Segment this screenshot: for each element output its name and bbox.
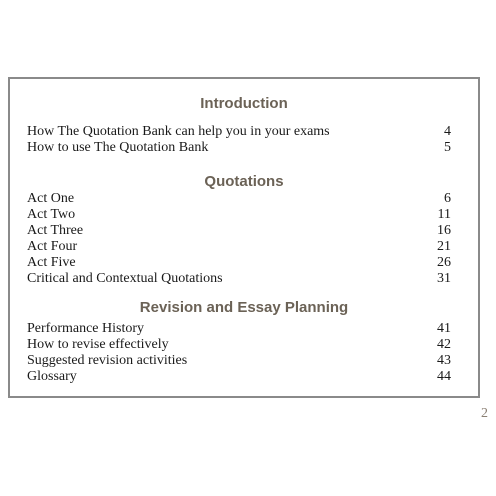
toc-entry-label: Act Five [27,255,76,270]
toc-entry [27,321,451,337]
toc-entry-label: Act Four [27,239,78,254]
section-title-revision: Revision and Essay Planning [139,299,349,316]
toc-entry-label: Critical and Contextual Quotations [27,271,223,286]
toc-entry-label: Act One [27,191,75,206]
toc-entry-label: Suggested revision activities [27,353,188,368]
toc-entry-label: Glossary [27,369,77,384]
toc-entry-label: How to use The Quotation Bank [27,140,209,155]
table-of-contents [8,77,480,398]
toc-entry-label: How The Quotation Bank can help you in your exams [27,124,330,139]
toc-entry-page: 41 [437,321,451,336]
toc-entry-page: 5 [444,140,451,155]
toc-entry [27,353,451,369]
section-title-introduction: Introduction [200,95,288,112]
toc-entry-page: 11 [437,207,451,222]
toc-entry-page: 4 [444,124,451,139]
toc-entry-label: Performance History [27,321,145,336]
toc-entry-page: 42 [437,337,451,352]
toc-entry-label: Act Two [27,207,76,222]
toc-entry [27,207,451,223]
toc-entry [27,191,451,207]
section-list-revision [27,321,451,385]
toc-entry-page: 16 [437,223,451,238]
toc-entry-page: 44 [437,369,451,384]
toc-entry [27,239,451,255]
toc-entry [27,337,451,353]
toc-entry [27,255,451,271]
toc-entry [27,223,451,239]
toc-entry-page: 43 [437,353,451,368]
section-title-quotations: Quotations [204,173,284,190]
toc-entry-page: 6 [444,191,451,206]
toc-entry [27,369,451,385]
toc-entry [27,271,451,287]
toc-entry [27,140,451,156]
page-number: 2 [481,406,488,421]
toc-entry-page: 21 [437,239,451,254]
toc-entry-page: 26 [437,255,451,270]
section-list-introduction [27,124,451,156]
toc-entry-label: Act Three [27,223,84,238]
toc-entry-page: 31 [437,271,451,286]
toc-entry [27,124,451,140]
section-list-quotations [27,191,451,287]
toc-entry-label: How to revise effectively [27,337,169,352]
